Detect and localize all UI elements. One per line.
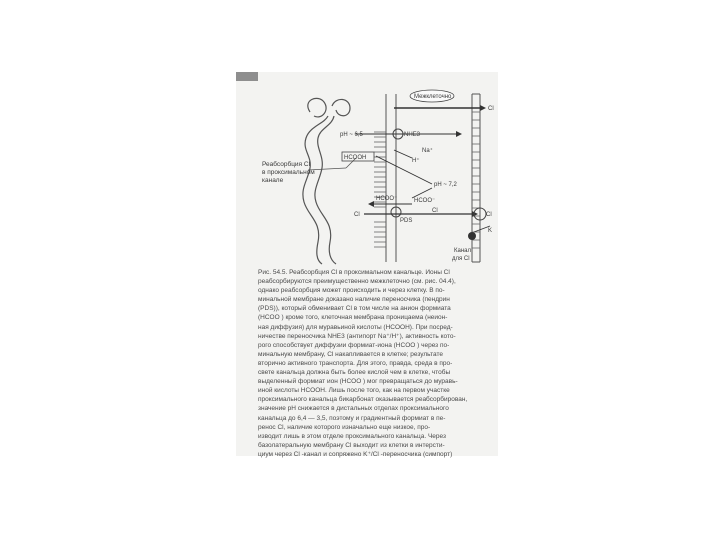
caption-line: рого способствует диффузии формиат-иона (HCOO ) через по-	[258, 341, 450, 349]
interstitium-label: Межклеточно	[414, 94, 452, 100]
cl-top-label: Cl	[488, 106, 494, 112]
nhe3-label: NHE3	[404, 132, 421, 138]
ph-high-label: pH ~ 7,2	[434, 182, 457, 188]
caption-line: вторично активного транспорта. Для этого, правда, среда в про-	[258, 359, 453, 367]
caption-line: минальную мембрану, Cl накапливается в клетке; результате	[258, 350, 443, 358]
caption-line: Рис. 54.5. Реабсорбция Cl в проксимальном канальце. Ионы Cl	[258, 269, 450, 276]
kcl-symport-circle	[468, 232, 476, 240]
arrowhead	[368, 201, 374, 207]
ph-low-label: pH ~ 6,5	[340, 132, 363, 138]
basolateral-folds	[472, 112, 480, 248]
reabsorption-diagram	[236, 72, 498, 268]
caption-line: минальной мембране доказано наличие переносчика (пендрин	[258, 296, 450, 304]
side-label-1: Реабсорбция Cl	[262, 161, 311, 168]
figure-caption	[258, 268, 490, 459]
cl-bottom-mid-label: Cl	[432, 208, 438, 214]
caption-line: выделенный формиат ион (HCOO ) мог превращаться до муравь-	[258, 378, 458, 386]
caption-line: однако реабсорбция может происходить и через клетку. В по-	[258, 287, 445, 295]
hcooh-arrow	[376, 156, 432, 184]
caption-line: иной кислоты HCOOH. Лишь после того, как на первом участке	[258, 387, 450, 395]
caption-line: (HCOO ) кроме того, клеточная мембрана проницаема (неион-	[258, 314, 448, 322]
caption-line: изводит лишь в этом отделе проксимального канальца. Через	[258, 432, 446, 440]
caption-line: реабсорбируются преимущественно межклеточно (см. рис. 04.4),	[258, 278, 456, 286]
cycle-arrow	[412, 188, 432, 198]
hcoo-low-label: HCOO⁻	[376, 196, 398, 202]
caption-line: ренос Cl, наличие которого изначально еще низкое, про-	[258, 423, 431, 431]
h-label: H⁺	[412, 158, 420, 164]
cl-bottom-right-label: Cl	[486, 212, 492, 218]
caption-line: базолатеральную мембрану Cl выходит из клетки в интерсти-	[258, 441, 445, 449]
epithelium-wall	[386, 94, 480, 262]
k-label: K	[488, 228, 493, 234]
caption-line: циум через Cl -канал и сопряжено K⁺/Cl -переносчика (симпорт)	[258, 450, 453, 458]
hcooh-label: HCOOH	[344, 155, 367, 161]
caption-line: проксимального канальца бикарбонат оказывается реабсорбирован,	[258, 396, 468, 404]
nephron-tubule	[303, 98, 350, 264]
caption-line: свете канальца должна быть более кислой чем в клетке, чтобы	[258, 369, 451, 377]
channel-label: Канал	[454, 248, 471, 254]
cl-bottom-left-label: Cl	[354, 212, 360, 218]
na-label: Na⁺	[422, 148, 433, 154]
side-label-2: в проксимальном	[262, 169, 315, 176]
channel-label-2: для Cl	[452, 256, 470, 262]
caption-line: канальца до 6,4 — 3,5, поэтому и градиентный формиат в пе-	[258, 414, 446, 422]
arrowhead	[480, 105, 486, 111]
arrowhead	[456, 131, 462, 137]
h-arrow	[394, 150, 412, 158]
hcoo-mid-label: HCOO⁻	[414, 198, 436, 204]
brush-border	[374, 132, 386, 247]
caption-line: ная диффузия) для муравьиной кислоты (HCOOH). При посред-	[258, 323, 453, 331]
caption-line: (PDS)), который обменивает Cl в том числе на анион формиата	[258, 305, 451, 313]
caption-line: значение pH снижается в дистальных отделах проксимального	[258, 405, 449, 413]
side-label-3: канале	[262, 177, 284, 184]
caption-line: ничестве переносчика NHE3 (антипорт Na⁺/H⁺), активность кото-	[258, 332, 456, 340]
pds-label: PDS	[400, 218, 413, 224]
